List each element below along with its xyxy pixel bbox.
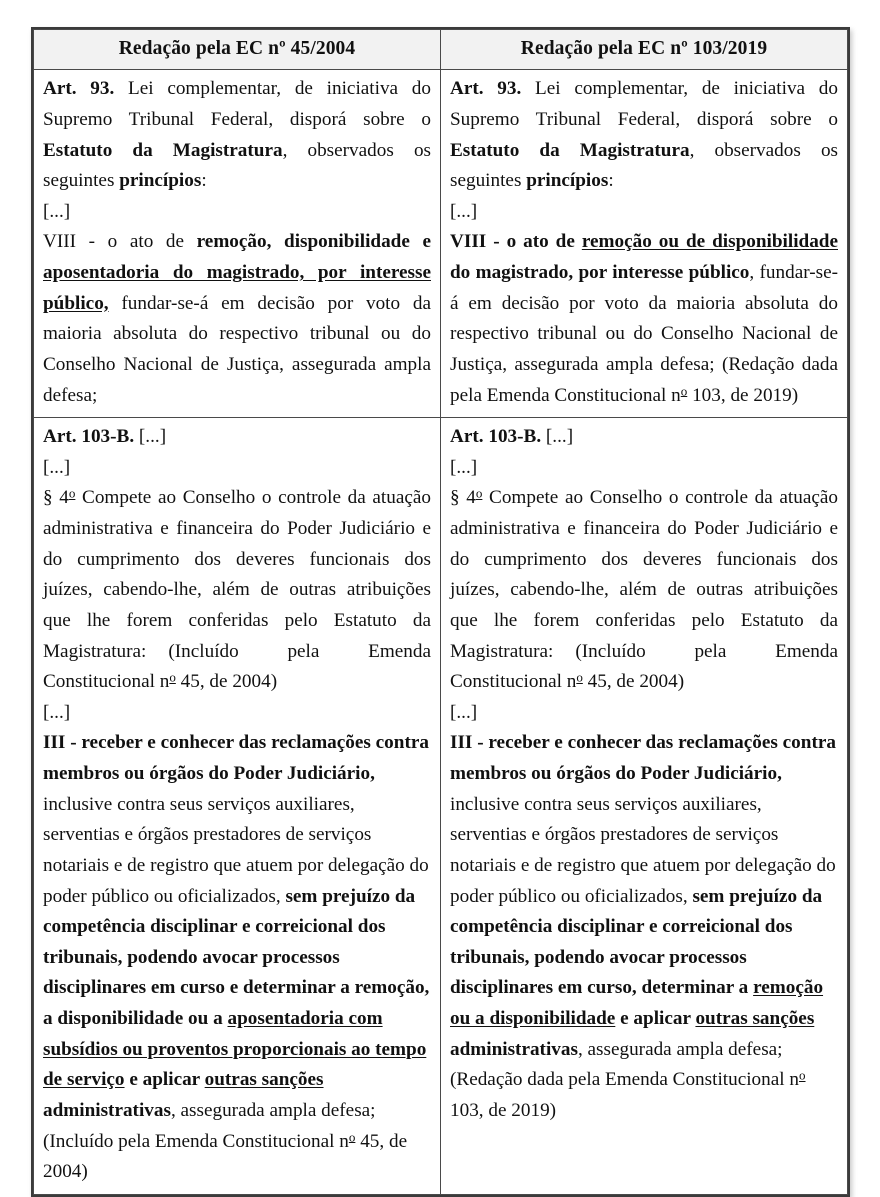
- text-bold: sem prejuízo da competência disciplinar e correicional dos tribunais, podendo avocar processos disciplinares em curso e determinar a remoção, a disponibilidade ou a: [43, 885, 430, 1030]
- text-plain: [...]: [450, 200, 478, 222]
- text-bold-underline: remoção ou de disponibilidade: [581, 231, 838, 253]
- text-plain: , assegurada ampla defesa; (Redação dada pela Emenda Constitucional n: [450, 1038, 799, 1091]
- paragraph-art103b-inciso-iii: [43, 728, 431, 1187]
- text-plain: § 4: [450, 487, 476, 509]
- text-plain: [...]: [450, 456, 478, 478]
- paragraph-art93-inciso-viii: [450, 227, 838, 411]
- text-bold-underline: aposentadoria do magistrado, por interesse público,: [43, 262, 431, 314]
- text-bold: Art. 103-B.: [43, 426, 135, 448]
- text-bold-underline: remoção ou a disponibilidade: [450, 977, 824, 1030]
- ordinal-indicator: o: [576, 669, 583, 685]
- text-plain: 45, de 2004): [175, 671, 278, 693]
- paragraph-ellipsis: [450, 698, 838, 729]
- ordinal-indicator: o: [475, 485, 483, 501]
- text-plain: , observados os seguintes: [450, 139, 839, 192]
- text-bold: VIII - o ato de: [450, 231, 582, 253]
- text-plain: 103, de 2019): [687, 384, 799, 406]
- text-plain: :: [201, 170, 207, 192]
- ordinal-indicator: o: [680, 383, 688, 399]
- text-bold: sem prejuízo da competência disciplinar e correicional dos tribunais, podendo avocar processos disciplinares em curso, determinar a: [450, 885, 823, 999]
- text-plain: , observados os seguintes: [43, 139, 432, 192]
- paragraph-art103b-par4: [450, 483, 838, 697]
- text-bold: Art. 103-B.: [450, 426, 542, 448]
- text-plain: [...]: [43, 456, 71, 478]
- comparison-table: [33, 29, 848, 1195]
- text-plain: Compete ao Conselho o controle da atuação administrativa e financeira do Poder Judiciário e do cumprimento dos deveres funcionais dos juízes, cabendo-lhe, além de outras atribuições que lhe forem conferidas pelo Estatuto da Magistratura:: [43, 487, 431, 662]
- text-plain: , assegurada ampla defesa; (Incluído pela Emenda Constitucional n: [43, 1099, 376, 1152]
- ordinal-indicator: o: [68, 485, 76, 501]
- text-bold: administrativas: [43, 1099, 171, 1121]
- text-plain: fundar-se-á em decisão por voto da maioria absoluta do respectivo tribunal ou do Conselho Nacional de Justiça, assegurada ampla defesa;: [43, 292, 431, 406]
- ordinal-indicator: o: [798, 1067, 806, 1083]
- paragraph-ellipsis: [43, 698, 431, 729]
- text-bold: princípios: [526, 170, 609, 192]
- text-bold: Estatuto da Magistratura: [43, 139, 283, 161]
- column-header-ec-103-2019: Redação pela EC nº 103/2019: [441, 30, 848, 70]
- paragraph-ellipsis: [450, 453, 838, 484]
- text-plain: [...]: [134, 426, 167, 448]
- ordinal-indicator: o: [169, 669, 176, 685]
- comparison-table-container: [31, 27, 850, 1197]
- text-bold: Art. 93.: [43, 78, 115, 100]
- paragraph-ellipsis: [450, 197, 838, 228]
- text-plain: 45, de 2004): [43, 1130, 408, 1183]
- table-row: [34, 418, 848, 1195]
- text-plain: inclusive contra seus serviços auxiliares, serventias e órgãos prestadores de serviços notariais e de registro que atuem por delegação do poder público ou oficializados,: [450, 793, 836, 907]
- text-plain: § 4: [43, 487, 69, 509]
- text-plain: inclusive contra seus serviços auxiliares, serventias e órgãos prestadores de serviços notariais e de registro que atuem por delegação do poder público ou oficializados,: [43, 793, 429, 907]
- text-bold: Estatuto da Magistratura: [450, 139, 690, 161]
- text-bold-underline: aposentadoria com subsídios ou proventos proporcionais ao tempo de serviço: [43, 1008, 427, 1091]
- paragraph-art103b-caput: [450, 422, 838, 453]
- cell-art103b-ec45: [34, 418, 441, 1195]
- cell-art93-ec103: [441, 70, 848, 418]
- table-header-row: [34, 30, 848, 70]
- text-plain: , fundar-se-á em decisão por voto da maioria absoluta do respectivo tribunal ou do Conselho Nacional de Justiça, assegurada ampla defesa; (Redação dada pela Emenda Constitucional n: [450, 262, 838, 406]
- text-plain: VIII - o ato de: [43, 231, 197, 253]
- text-plain: :: [608, 170, 614, 192]
- ordinal-indicator: o: [348, 1129, 356, 1145]
- paragraph-art103b-inciso-iii: [450, 728, 838, 1126]
- text-plain: (Incluído pela Emenda Constitucional n: [43, 640, 431, 693]
- text-bold: III - receber e conhecer das reclamações contra membros ou órgãos do Poder Judiciário,: [450, 732, 836, 785]
- text-bold: III - receber e conhecer das reclamações contra membros ou órgãos do Poder Judiciário,: [43, 732, 429, 785]
- paragraph-art93-caput: [450, 74, 838, 197]
- text-plain: 103, de 2019): [450, 1099, 557, 1121]
- text-plain: Compete ao Conselho o controle da atuação administrativa e financeira do Poder Judiciário e do cumprimento dos deveres funcionais dos juízes, cabendo-lhe, além de outras atribuições que lhe forem conferidas pelo Estatuto da Magistratura:: [450, 487, 838, 662]
- table-row: [34, 70, 848, 418]
- text-bold: remoção, disponibilidade e: [196, 231, 432, 253]
- text-plain: (Incluído pela Emenda Constitucional n: [450, 640, 838, 693]
- text-plain: [...]: [541, 426, 574, 448]
- text-plain: Lei complementar, de iniciativa do Supremo Tribunal Federal, disporá sobre o: [43, 78, 431, 130]
- paragraph-art103b-par4: [43, 483, 431, 697]
- text-plain: Lei complementar, de iniciativa do Supremo Tribunal Federal, disporá sobre o: [450, 78, 838, 130]
- table-header: [34, 30, 848, 70]
- text-plain: [...]: [43, 701, 71, 723]
- cell-art93-ec45: [34, 70, 441, 418]
- paragraph-art103b-caput: [43, 422, 431, 453]
- text-plain: [...]: [43, 200, 71, 222]
- text-bold-underline: outras sanções: [204, 1069, 324, 1091]
- text-bold: administrativas: [450, 1038, 578, 1060]
- text-bold-underline: outras sanções: [695, 1008, 815, 1030]
- text-bold: princípios: [119, 170, 202, 192]
- text-plain: [...]: [450, 701, 478, 723]
- text-plain: 45, de 2004): [582, 671, 685, 693]
- paragraph-ellipsis: [43, 453, 431, 484]
- cell-art103b-ec103: [441, 418, 848, 1195]
- paragraph-art93-caput: [43, 74, 431, 197]
- paragraph-art93-inciso-viii: [43, 227, 431, 411]
- table-body: [34, 70, 848, 1195]
- text-bold: do magistrado, por interesse público: [450, 262, 750, 284]
- text-bold: e aplicar: [124, 1069, 205, 1091]
- paragraph-ellipsis: [43, 197, 431, 228]
- column-header-ec-45-2004: Redação pela EC nº 45/2004: [34, 30, 441, 70]
- text-bold: e aplicar: [615, 1008, 696, 1030]
- text-bold: Art. 93.: [450, 78, 522, 100]
